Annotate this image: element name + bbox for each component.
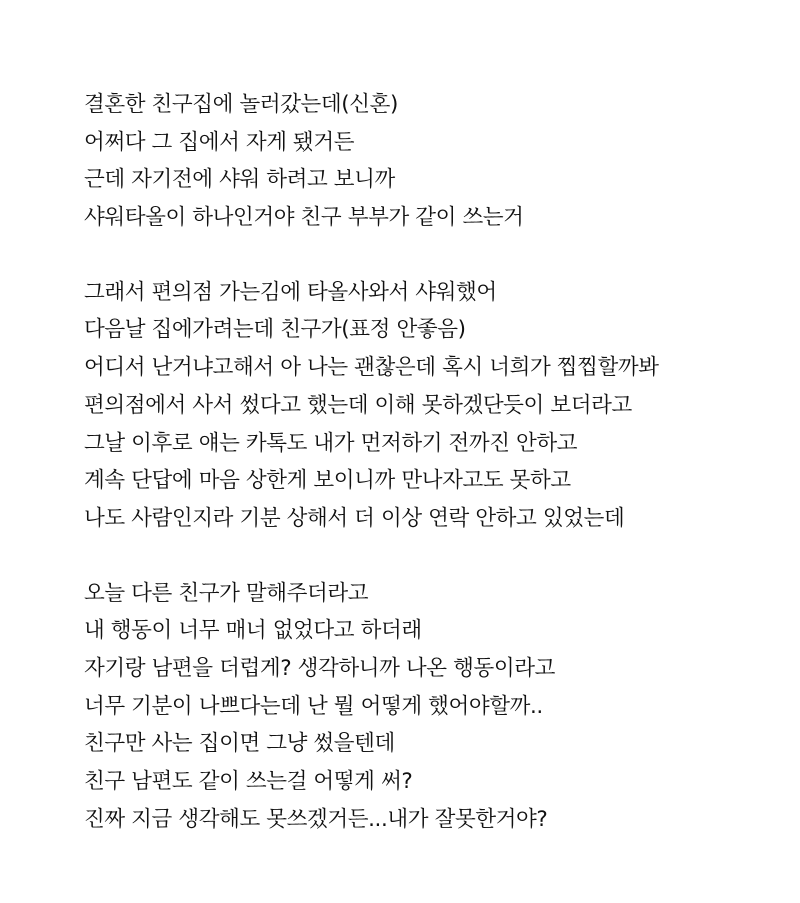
text-line: 그래서 편의점 가는김에 타올사와서 샤워했어 [84,279,497,305]
post-body [84,86,784,838]
text-line: 샤워타올이 하나인거야 친구 부부가 같이 쓰는거 [84,205,524,231]
text-line: 편의점에서 사서 썼다고 했는데 이해 못하겠단듯이 보더라고 [84,392,632,418]
text-line: 너무 기분이 나쁘다는데 난 뭘 어떻게 했어야할까.. [84,693,543,719]
text-line: 근데 자기전에 샤워 하려고 보니까 [84,167,395,193]
text-line: 진짜 지금 생각해도 못쓰겠거든...내가 잘못한거야? [84,806,548,832]
text-line: 결혼한 친구집에 놀러갔는데(신혼) [84,92,399,117]
paragraph-1 [84,86,784,237]
text-line: 어디서 난거냐고해서 아 나는 괜찮은데 혹시 너희가 찝찝할까봐 [84,355,659,381]
text-line: 어쩌다 그 집에서 자게 됐거든 [84,129,355,155]
text-line: 자기랑 남편을 더럽게? 생각하니까 나온 행동이라고 [84,655,555,681]
text-line: 다음날 집에가려는데 친구가(표정 안좋음) [84,317,466,343]
text-line: 내 행동이 너무 매너 없었다고 하더래 [84,618,422,644]
paragraph-3 [84,575,784,839]
text-line: 오늘 다른 친구가 말해주더라고 [84,580,369,606]
text-line: 계속 단답에 마음 상한게 보이니까 만나자고도 못하고 [84,468,571,494]
text-line: 나도 사람인지라 기분 상해서 더 이상 연락 안하고 있었는데 [84,505,625,531]
paragraph-2 [84,274,784,538]
text-line: 친구 남편도 같이 쓰는걸 어떻게 써? [84,769,413,794]
text-line: 그날 이후로 얘는 카톡도 내가 먼저하기 전까진 안하고 [84,430,578,456]
text-line: 친구만 사는 집이면 그냥 썼을텐데 [84,731,395,757]
